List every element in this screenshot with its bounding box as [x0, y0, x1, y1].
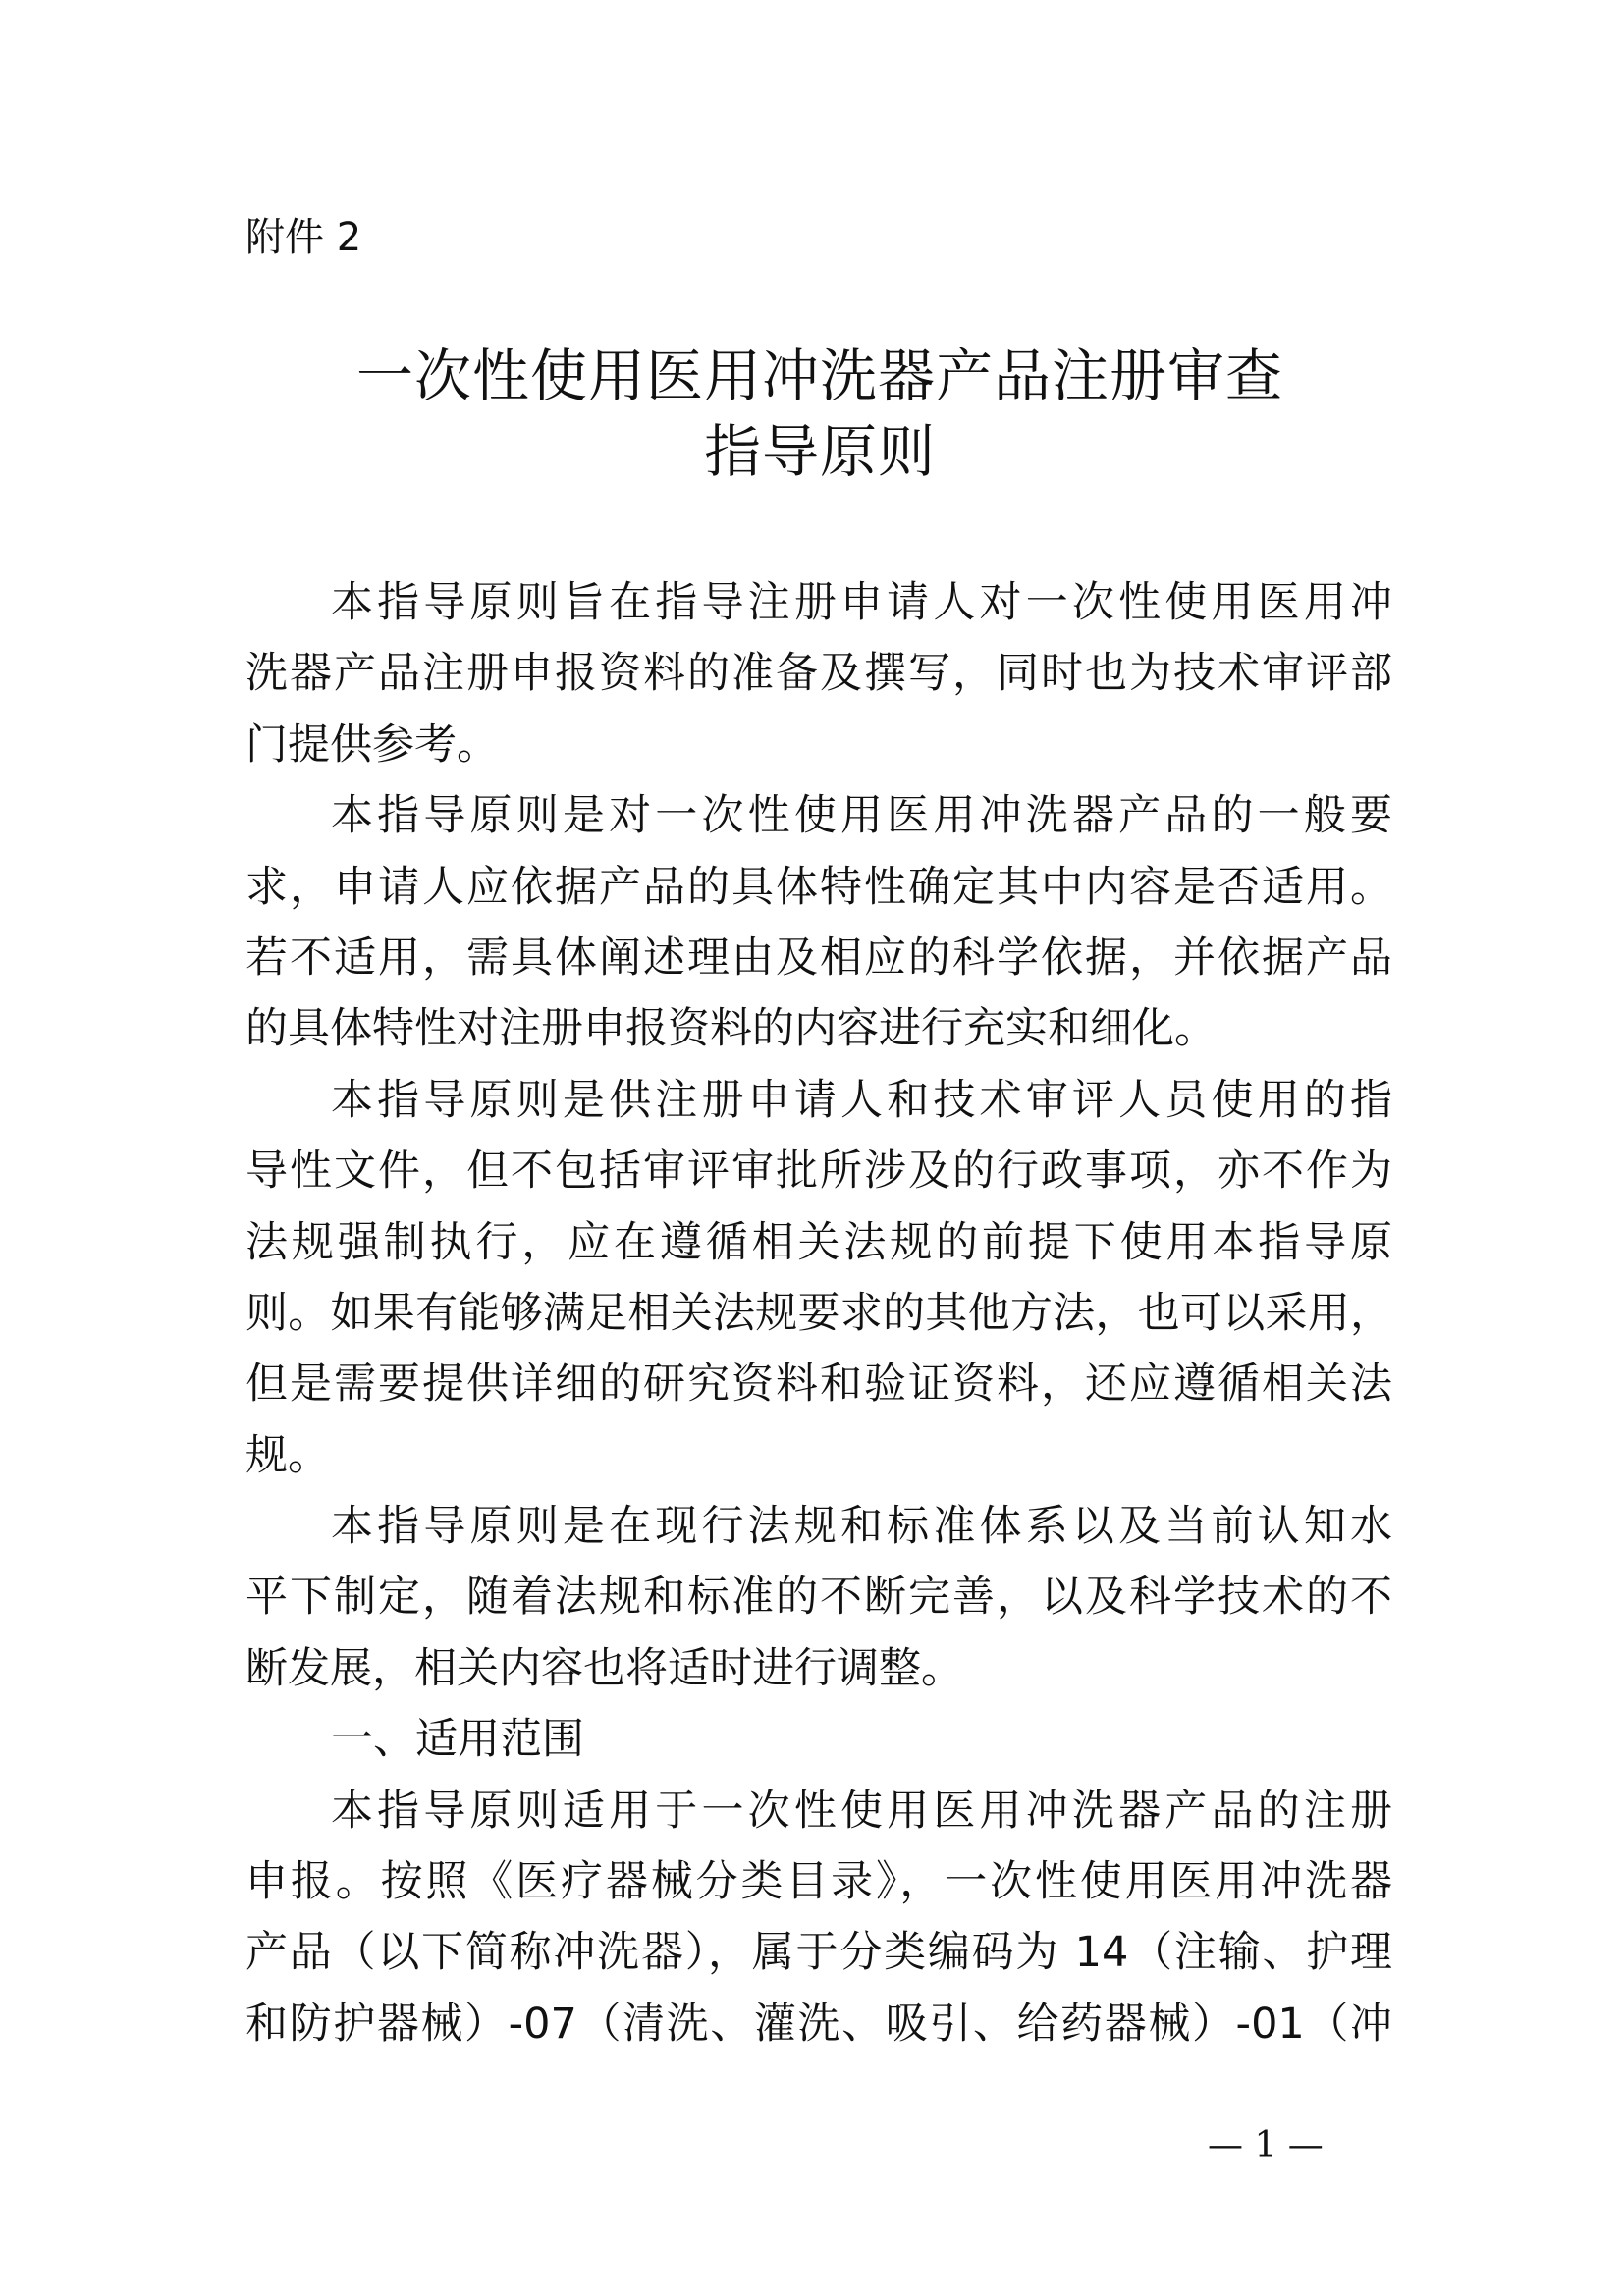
- paragraph-3-line-5: 但是需要提供详细的研究资料和验证资料，还应遵循相关法: [245, 1360, 1392, 1410]
- paragraph-3-line-2: 导性文件，但不包括审评审批所涉及的行政事项，亦不作为: [245, 1147, 1392, 1197]
- section-heading-scope: 一、适用范围: [331, 1715, 584, 1765]
- paragraph-1-line-3: 门提供参考。: [245, 720, 499, 770]
- paragraph-1-line-2: 洗器产品注册申报资料的准备及撰写，同时也为技术审评部: [245, 649, 1392, 699]
- paragraph-2-line-2: 求，申请人应依据产品的具体特性确定其中内容是否适用。: [245, 862, 1392, 912]
- paragraph-2-line-3: 若不适用，需具体阐述理由及相应的科学依据，并依据产品: [245, 933, 1392, 983]
- document-title-line-2: 指导原则: [703, 418, 936, 485]
- paragraph-5-line-3: 产品（以下简称冲洗器），属于分类编码为 14（注输、护理: [245, 1928, 1392, 1978]
- paragraph-3-line-3: 法规强制执行，应在遵循相关法规的前提下使用本指导原: [245, 1217, 1392, 1267]
- paragraph-1-line-1: 本指导原则旨在指导注册申请人对一次性使用医用冲: [331, 578, 1392, 627]
- paragraph-5-line-4: 和防护器械）-07（清洗、灌洗、吸引、给药器械）-01（冲: [245, 1999, 1392, 2049]
- paragraph-4-line-3: 断发展，相关内容也将适时进行调整。: [245, 1643, 963, 1693]
- attachment-label: 附件 2: [245, 215, 362, 260]
- paragraph-2-line-4: 的具体特性对注册申报资料的内容进行充实和细化。: [245, 1004, 1217, 1054]
- paragraph-2-line-1: 本指导原则是对一次性使用医用冲洗器产品的一般要: [331, 791, 1392, 841]
- document-body: [245, 567, 1392, 2059]
- paragraph-5-line-1: 本指导原则适用于一次性使用医用冲洗器产品的注册: [331, 1786, 1392, 1836]
- paragraph-5-line-2: 申报。按照《医疗器械分类目录》，一次性使用医用冲洗器: [245, 1857, 1392, 1907]
- document-title-line-1: 一次性使用医用冲洗器产品注册审查: [355, 343, 1283, 409]
- paragraph-4-line-1: 本指导原则是在现行法规和标准体系以及当前认知水: [331, 1502, 1392, 1552]
- paragraph-3-line-6: 规。: [245, 1430, 330, 1480]
- page-number: — 1 —: [1208, 2125, 1324, 2165]
- paragraph-3-line-1: 本指导原则是供注册申请人和技术审评人员使用的指: [331, 1075, 1392, 1125]
- paragraph-3-line-4: 则。如果有能够满足相关法规要求的其他方法，也可以采用，: [245, 1288, 1392, 1338]
- paragraph-4-line-2: 平下制定，随着法规和标准的不断完善，以及科学技术的不: [245, 1573, 1392, 1623]
